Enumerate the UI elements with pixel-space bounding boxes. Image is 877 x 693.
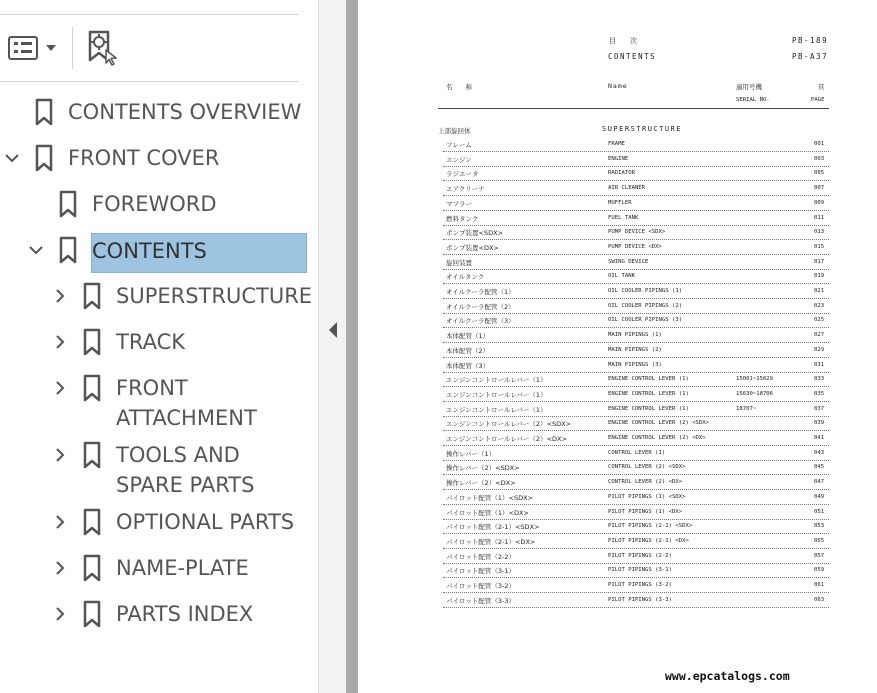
- row-name-jp: エンジンコントロールレバー（1）: [446, 390, 547, 399]
- row-page: 005: [814, 170, 825, 177]
- bookmark-icon: [82, 374, 102, 402]
- row-name-jp: 操作レバー（2）<SDX>: [446, 464, 520, 473]
- row-divider: [443, 416, 829, 417]
- row-name-jp: フレーム: [446, 141, 472, 149]
- bookmark-parts-index[interactable]: [0, 592, 310, 638]
- row-page: 051: [814, 508, 825, 515]
- chevron-right-icon[interactable]: [52, 447, 68, 463]
- row-divider: [443, 342, 829, 343]
- row-name-en: SWING DEVICE: [608, 258, 649, 265]
- row-page: 027: [814, 332, 825, 339]
- bookmark-optional-parts[interactable]: [0, 500, 310, 546]
- row-name-jp: パイロット配管（1）<DX>: [446, 508, 529, 517]
- bookmark-label: TOOLS AND SPARE PARTS: [116, 443, 255, 497]
- row-name-jp: パイロット配管（3-3）: [446, 596, 515, 605]
- bookmark-label: CONTENTS: [91, 233, 307, 273]
- row-name-en: RADIATOR: [608, 170, 635, 177]
- chevron-right-icon[interactable]: [52, 380, 68, 396]
- row-name-jp: オイルクーラ配管（3）: [446, 317, 515, 326]
- row-divider: [443, 563, 829, 564]
- row-divider: [443, 504, 829, 505]
- row-page: 059: [814, 567, 825, 574]
- chevron-right-icon[interactable]: [52, 288, 68, 304]
- row-divider: [443, 430, 829, 431]
- bookmark-front-cover[interactable]: [0, 136, 310, 182]
- bookmark-icon: [82, 328, 102, 356]
- row-page: 011: [814, 214, 825, 221]
- row-divider: [443, 166, 829, 167]
- bookmark-icon: [58, 190, 78, 218]
- row-divider: [443, 577, 829, 578]
- row-page: 001: [814, 141, 825, 147]
- row-name-jp: 旋回装置: [446, 258, 472, 267]
- header-name-en: Name: [608, 82, 628, 90]
- row-page: 025: [814, 317, 825, 324]
- header-serial-jp: 適用号機: [736, 83, 762, 91]
- chevron-right-icon[interactable]: [52, 560, 68, 576]
- doc-code-1: PB-189: [792, 36, 829, 45]
- row-page: 063: [814, 596, 825, 603]
- chevron-right-icon[interactable]: [52, 334, 68, 350]
- row-name-en: MUFFLER: [608, 199, 632, 206]
- row-name-en: PUMP DEVICE <SDX>: [608, 229, 666, 236]
- row-name-jp: 本体配管（3）: [446, 361, 490, 370]
- row-name-en: ENGINE: [608, 155, 629, 162]
- chevron-down-icon[interactable]: [28, 242, 44, 258]
- bookmark-label: OPTIONAL PARTS: [116, 510, 295, 534]
- row-divider: [443, 592, 829, 593]
- row-name-en: OIL COOLER PIPINGS (3): [608, 317, 683, 324]
- row-name-jp: パイロット配管（3-2）: [446, 582, 515, 590]
- row-divider: [443, 239, 829, 240]
- row-divider: [443, 460, 829, 461]
- bookmark-icon: [82, 600, 102, 628]
- doc-title-jp: 目 次: [609, 37, 637, 45]
- row-divider: [443, 489, 829, 490]
- row-name-en: CONTROL LEVER (1): [608, 449, 666, 456]
- bookmark-label: PARTS INDEX: [116, 602, 254, 626]
- row-divider: [443, 386, 829, 387]
- row-page: 041: [814, 435, 825, 441]
- row-name-jp: オイルタンク: [446, 273, 485, 282]
- row-name-jp: エンジンコントロールレバー（1）: [446, 376, 547, 385]
- bookmark-track[interactable]: [0, 320, 310, 366]
- row-divider: [443, 313, 829, 314]
- row-name-jp: パイロット配管（2-1）<SDX>: [446, 523, 540, 532]
- row-divider: [443, 474, 829, 475]
- row-name-jp: パイロット配管（2-2）: [446, 552, 515, 561]
- triangle-left-icon[interactable]: [327, 320, 339, 340]
- bookmark-icon: [82, 441, 102, 469]
- row-name-jp: エアクリーナ: [446, 185, 485, 194]
- row-page: 039: [814, 420, 825, 427]
- row-divider: [443, 195, 829, 196]
- row-page: 017: [814, 258, 825, 265]
- section-title-jp: 上部旋回体: [438, 127, 471, 135]
- row-name-en: PILOT PIPINGS (2-2): [608, 552, 672, 559]
- row-name-jp: オイルクーラ配管（2）: [446, 302, 515, 311]
- viewer-border: [346, 0, 358, 693]
- row-page: 003: [814, 155, 825, 162]
- chevron-right-icon[interactable]: [52, 606, 68, 622]
- row-page: 029: [814, 346, 825, 353]
- row-serial: 18707~: [736, 405, 757, 412]
- doc-code-2: PB-A37: [792, 52, 829, 61]
- chevron-right-icon[interactable]: [52, 514, 68, 530]
- row-page: 031: [814, 361, 825, 368]
- row-name-en: PILOT PIPINGS (1) <DX>: [608, 508, 683, 515]
- row-name-jp: エンジンコントロールレバー（1）: [446, 405, 547, 414]
- row-name-jp: マフラー: [446, 199, 472, 208]
- row-divider: [443, 225, 829, 226]
- row-divider: [443, 533, 829, 534]
- row-page: 019: [814, 273, 825, 280]
- panel-splitter[interactable]: [318, 0, 347, 693]
- options-menu-button[interactable]: [8, 28, 58, 68]
- row-page: 037: [814, 405, 825, 412]
- row-name-jp: 操作レバー（1）: [446, 449, 496, 458]
- row-divider: [443, 151, 829, 152]
- list-options-icon: [8, 36, 38, 60]
- bookmark-icon: [82, 508, 102, 536]
- bookmark-label: FRONT COVER: [68, 146, 220, 170]
- bookmark-label: NAME-PLATE: [116, 556, 249, 580]
- row-page: 009: [814, 199, 825, 206]
- row-name-en: ENGINE CONTROL LEVER (2) <DX>: [608, 435, 706, 441]
- section-title-en: SUPERSTRUCTURE: [602, 125, 683, 133]
- bookmark-label: TRACK: [116, 330, 185, 354]
- bookmark-superstructure[interactable]: [0, 274, 313, 320]
- bookmark-label: FOREWORD: [92, 192, 217, 216]
- document-page: [358, 0, 877, 693]
- row-page: 053: [814, 523, 825, 530]
- header-page-jp: 頁: [818, 83, 825, 91]
- row-name-en: PUMP DEVICE <DX>: [608, 243, 662, 250]
- row-page: 007: [814, 185, 825, 192]
- bookmark-tools-and-spare-parts[interactable]: [0, 433, 310, 495]
- row-page: 013: [814, 229, 825, 236]
- row-divider: [443, 254, 829, 255]
- row-page: 047: [814, 479, 825, 486]
- watermark-text: www.epcatalogs.com: [665, 669, 790, 683]
- find-bookmark-icon: [86, 30, 120, 66]
- toolbar-separator: [72, 27, 73, 69]
- row-serial: 15001~15629: [736, 376, 774, 383]
- row-name-en: FRAME: [608, 141, 625, 147]
- bookmark-icon: [34, 98, 54, 126]
- row-divider: [443, 401, 829, 402]
- row-name-jp: 操作レバー（2）<DX>: [446, 479, 516, 488]
- row-page: 043: [814, 449, 825, 456]
- chevron-down-icon[interactable]: [4, 150, 20, 166]
- row-divider: [443, 327, 829, 328]
- row-divider: [443, 210, 829, 211]
- row-divider: [443, 519, 829, 520]
- row-name-en: PILOT PIPINGS (3-2): [608, 582, 672, 588]
- row-name-jp: 燃料タンク: [446, 214, 479, 223]
- row-name-en: MAIN PIPINGS (2): [608, 346, 662, 353]
- row-divider: [443, 298, 829, 299]
- row-name-jp: パイロット配管（1）<SDX>: [446, 493, 533, 502]
- row-divider: [443, 548, 829, 549]
- row-name-en: ENGINE CONTROL LEVER (1): [608, 390, 689, 397]
- row-name-en: PILOT PIPINGS (2-1) <SDX>: [608, 523, 693, 530]
- row-name-jp: エンジン: [446, 155, 472, 164]
- row-name-en: ENGINE CONTROL LEVER (1): [608, 405, 689, 412]
- row-divider: [443, 607, 829, 608]
- find-bookmark-button[interactable]: [86, 28, 122, 68]
- row-name-en: OIL TANK: [608, 273, 635, 280]
- row-serial: 15630~18706: [736, 390, 774, 397]
- row-divider: [443, 372, 829, 373]
- row-name-en: ENGINE CONTROL LEVER (1): [608, 376, 689, 383]
- bookmark-icon: [34, 144, 54, 172]
- row-name-jp: 本体配管（1）: [446, 332, 490, 341]
- row-page: 035: [814, 390, 825, 397]
- chevron-down-icon: [45, 43, 57, 53]
- bookmark-label: SUPERSTRUCTURE: [116, 284, 313, 308]
- row-name-jp: ポンプ装置<SDX>: [446, 229, 503, 238]
- bookmarks-panel: [0, 0, 318, 693]
- row-name-en: PILOT PIPINGS (2-1) <DX>: [608, 537, 689, 544]
- bookmark-contents-overview[interactable]: [0, 90, 310, 136]
- header-rule: [438, 108, 829, 109]
- row-name-en: PILOT PIPINGS (3-1): [608, 567, 672, 574]
- row-name-jp: エンジンコントロールレバー（2）<SDX>: [446, 420, 572, 429]
- row-divider: [443, 445, 829, 446]
- header-name-jp: 名 称: [446, 83, 472, 91]
- bookmark-icon: [82, 282, 102, 310]
- row-divider: [443, 283, 829, 284]
- row-name-en: ENGINE CONTROL LEVER (2) <SDX>: [608, 420, 710, 427]
- row-page: 023: [814, 302, 825, 309]
- row-name-jp: パイロット配管（3-1）: [446, 567, 515, 576]
- row-divider: [443, 269, 829, 270]
- bookmark-label: CONTENTS OVERVIEW: [68, 100, 302, 124]
- row-name-en: MAIN PIPINGS (1): [608, 332, 662, 339]
- row-name-en: OIL COOLER PIPINGS (2): [608, 302, 683, 309]
- row-name-jp: オイルクーラ配管（1）: [446, 288, 515, 296]
- bookmark-contents[interactable]: [0, 228, 310, 274]
- row-name-en: PILOT PIPINGS (3-3): [608, 596, 672, 603]
- row-name-en: OIL COOLER PIPINGS (1): [608, 288, 683, 294]
- row-page: 049: [814, 493, 825, 500]
- row-page: 015: [814, 243, 825, 250]
- row-name-jp: エンジンコントロールレバー（2）<DX>: [446, 435, 567, 443]
- row-name-en: MAIN PIPINGS (3): [608, 361, 662, 368]
- row-name-jp: パイロット配管（2-1）<DX>: [446, 537, 536, 546]
- header-serial-en: SERIAL NO.: [736, 97, 770, 103]
- row-page: 061: [814, 582, 825, 588]
- row-divider: [443, 357, 829, 358]
- row-name-en: CONTROL LEVER (2) <SDX>: [608, 464, 686, 471]
- row-name-en: AIR CLEANER: [608, 185, 646, 192]
- row-name-jp: 本体配管（2）: [446, 346, 490, 355]
- bookmark-name-plate[interactable]: [0, 546, 310, 592]
- doc-title-en: CONTENTS: [608, 52, 657, 61]
- row-page: 021: [814, 288, 825, 294]
- row-page: 055: [814, 537, 825, 544]
- row-name-en: FUEL TANK: [608, 214, 639, 221]
- bookmark-icon: [82, 554, 102, 582]
- row-name-en: PILOT PIPINGS (1) <SDX>: [608, 493, 686, 500]
- bookmark-label: FRONT ATTACHMENT: [116, 376, 257, 430]
- row-divider: [443, 180, 829, 181]
- bookmarks-toolbar: [0, 14, 298, 82]
- bookmark-icon: [58, 236, 78, 264]
- row-name-jp: ポンプ装置<DX>: [446, 243, 499, 252]
- row-page: 033: [814, 376, 825, 383]
- bookmark-front-attachment[interactable]: [0, 366, 310, 428]
- row-name-jp: ラジエータ: [446, 170, 479, 179]
- row-page: 045: [814, 464, 825, 471]
- header-page-en: PAGE: [811, 97, 825, 103]
- row-name-en: CONTROL LEVER (2) <DX>: [608, 479, 683, 486]
- row-page: 057: [814, 552, 825, 559]
- bookmark-foreword[interactable]: [0, 182, 310, 228]
